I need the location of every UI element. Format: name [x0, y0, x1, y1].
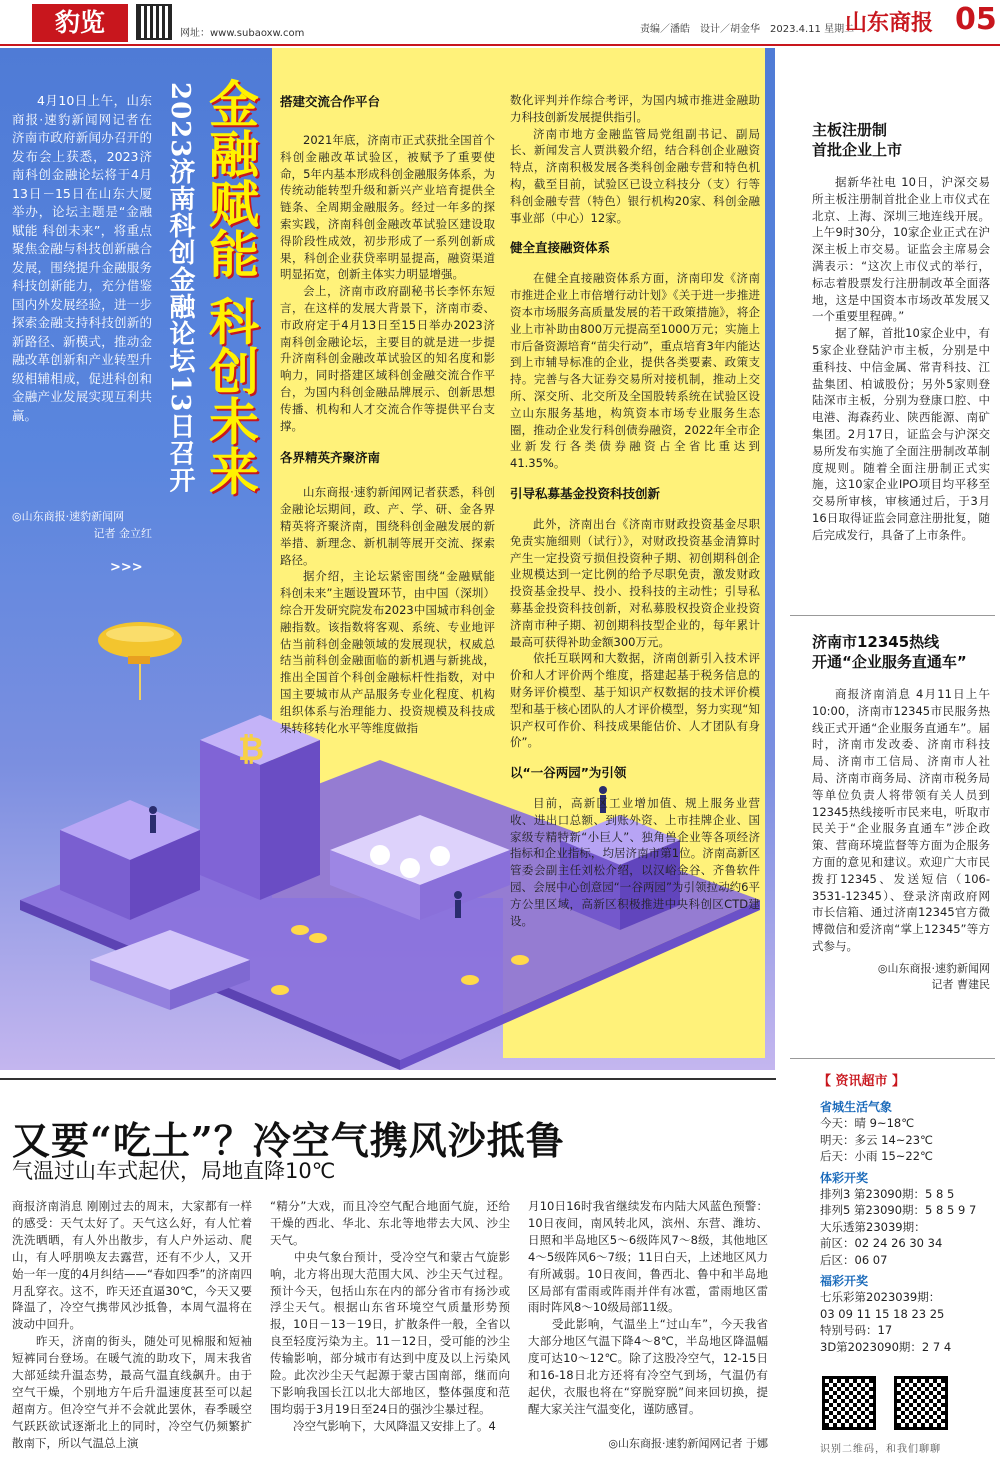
weather-line: 明天：多云 14~23℃ — [820, 1132, 933, 1147]
section-heading: 各界精英齐聚济南 — [280, 450, 381, 466]
story-title: 主板注册制 — [812, 121, 888, 139]
lottery-line: 排列5 第23090期：5 8 5 9 7 — [820, 1203, 977, 1217]
story-credit: ◎山东商报·速豹新闻网 — [877, 961, 990, 975]
site-url[interactable]: 网址：www.subaoxw.com — [180, 28, 305, 39]
divider — [790, 1058, 995, 1059]
lead-credit-reporter: 记者 金立红 — [93, 527, 152, 540]
paragraph: 目前，高新区工业增加值、规上服务业营收、进出口总额、到账外资、上市挂牌企业、国家级专精特新“小巨人”、独角兽企业等各项经济指标和企业指标，均居济南市第1位。济南高新区管委会副主任刘松介绍，以汉峪金谷、齐鲁软件园、会展中心创意园“一谷两园”为引领拉动约6平方公里区域，高新区积极推进中央科创区CTD建设。 — [510, 796, 760, 928]
lottery-line: 03 09 11 15 18 23 25 — [820, 1306, 945, 1321]
lottery-line: 特别号码：17 — [820, 1323, 893, 1337]
lead-credit — [12, 508, 152, 542]
paragraph: 山东商报·速豹新闻网记者获悉，科创金融论坛期间，政、产、学、研、金各界精英将齐聚济南，围绕科创金融发展的新举措、新理念、新机制等展开交流、探索路径。 — [280, 485, 495, 567]
lead-credit-org: ◎山东商报·速豹新闻网 — [12, 510, 125, 523]
lead-intro: 4月10日上午，山东商报·速豹新闻网记者在济南市政府新闻办召开的发布会上获悉，2023济南科创金融论坛将于4月13日－15日在山东大厦举办，论坛主题是“金融赋能 科创未来”，将重点聚焦金融与科技创新融合发展，围绕提升金融服务科技创新能力，充分借鉴国内外发展经验，进一步探索金融支持科技创新的新路径、新模式，推动金融改革创新和产业转型升级相辅相成，促进科创和金融产业发展实现互利共赢。 — [12, 93, 152, 423]
info-box — [820, 1098, 992, 1355]
qr-code-icon — [136, 4, 172, 40]
sports-lottery-title: 体彩开奖 — [820, 1170, 869, 1185]
paragraph: 济南市地方金融监管局党组副书记、副局长、新闻发言人贾洪毅介绍，结合科创企业融资特点，济南积极发展各类科创金融专营和特色机构，截至目前，试验区已设立科技分（支）行等科创金融专营（特色）银行机构20家、科创金融事业部（中心）12家。 — [510, 126, 760, 225]
sidebar-story-ipo — [812, 120, 990, 544]
story-credit: 记者 曹建民 — [931, 977, 990, 991]
paragraph: 2021年底，济南市正式获批全国首个科创金融改革试验区，被赋予了重要使命，5年内基本形成科创金融服务体系，为传统动能转型升级和新兴产业培育提供全链条、全周期金融服务。经过一年多的探索实践，济南科创金融改革试验区建设取得阶段性成效，初步形成了一系列创新成果，科创企业获贷率明显提高，融资渠道明显拓宽，创新主体实力明显增强。 — [280, 133, 495, 282]
section-logo: 豹览 — [32, 4, 128, 42]
lottery-line: 七乐彩第2023039期： — [820, 1290, 941, 1304]
lottery-line: 排列3 第23090期：5 8 5 — [820, 1186, 955, 1201]
paragraph: 数化评判并作综合考评，为国内城市推进金融助力科技创新发展提供指引。 — [510, 93, 760, 124]
weather-line: 后天：小雨 15~22℃ — [820, 1149, 933, 1163]
paragraph: 据了解，首批10家企业中，有5家企业登陆沪市主板，分别是中重科技、中信金属、常青科技、江盐集团、柏诚股份；另外5家则登陆深市主板，分别为登康口腔、中电港、海森药业、陕西能源、南矿集团。2月17日，证监会与沪深交易所发布实施了全面注册制改革制度规则。随着全面注册制正式实施，这10家企业IPO项目均平移至交易所审核，审核通过后，于3月16日取得证监会同意注册批复，随后完成发行，具备了上市条件。 — [812, 326, 990, 542]
weather-line: 今天：晴 9~18℃ — [820, 1116, 915, 1130]
divider — [790, 615, 995, 616]
more-arrows-icon: >>> — [110, 560, 143, 575]
story-column-3: 月10日16时我省继续发布内陆大风蓝色预警：10日夜间，南风转北风，滨州、东营、潍坊、日照和半岛地区5～6级阵风7～8级，其他地区4～5级阵风6～7级；11日白天，上述地区风力有所减弱。10日夜间，鲁西北、鲁中和半岛地区局部有雷雨或阵雨并伴有冰雹，雷雨地区雷雨时阵风8～10级局部11级。 受此影响，气温坐上“过山车”，今天我省大部分地区气温下降4～8℃，半岛地区降温幅度可达10～12℃。除了这股冷空气，12-15日和16-18日北方还将有冷空气到场，气温仍有起伏，衣服也将在“穿脱穿脱”间来回切换，提醒大家关注气温变化，谨防感冒。 — [528, 1199, 768, 1416]
paragraph: 此外，济南出台《济南市财政投资基金尽职免责实施细则（试行）》，对财政投资基金清算时产生一定投资亏损但投资种子期、初创期科创企业规模达到一定比例的给予尽职免责，激发财政投资基金投早、投小、投科技的主动性；引导私募基金投资科技创新，对私募股权投资企业投资济南市种子期、初创期科技型企业的，每年累计最高可获得补助金额300万元。 — [510, 516, 760, 649]
lottery-line: 大乐透第23039期： — [820, 1219, 926, 1234]
lead-column-2 — [510, 92, 760, 929]
qr-caption: 识别二维码，和我们聊聊 — [820, 1444, 941, 1455]
section-heading: 健全直接融资体系 — [510, 240, 611, 256]
story-credit: ◎山东商报·速豹新闻网记者 于娜 — [608, 1437, 768, 1450]
paragraph: 据介绍，主论坛紧密围绕“金融赋能 科创未来”主题设置环节，由中国（深圳）综合开发研究院发布2023中国城市科创金融指数。该指数将客观、系统、专业地评估当前科创金融领域的发展现状，权威总结当前科创金融面临的新机遇与新挑战，推出全国首个科创金融标杆性指数，对中国主要城市从产品服务专业化程度、机构组织体系与治理能力、投资规模及科技成果转移转化水平等维度做指 — [280, 569, 495, 735]
story-headline: 又要“吃土”？冷空气携风沙抵鲁 — [12, 1118, 565, 1163]
divider — [0, 1078, 776, 1080]
lead-title: 金融赋能 科创未来 — [201, 78, 260, 496]
paper-name: 山东商报 — [845, 10, 934, 36]
story-title: 首批企业上市 — [812, 141, 903, 159]
qr-code-icon[interactable] — [894, 1376, 948, 1430]
lottery-line: 前区：02 24 26 30 34 — [820, 1236, 943, 1250]
story-column-1: 商报济南消息 刚刚过去的周末，大家都有一样的感受：天气太好了。天气这么好，有人忙着洗洗晒晒，有人外出散步，有人户外运动、爬山，有人呼朋唤友去露营，还有不少人，又开始一年一度的4月纠结——“春如四季”的济南四月乱穿衣。这不，昨天还直逼30℃，今天又要降温了，冷空气携带风沙抵鲁，本周气温将在波动中回升。 昨天，济南的街头，随处可见棉服和短袖短裤同台登场。在暖气流的助攻下，周末我省大部延续升温态势，最高气温直线飙升。由于空气干燥，个别地方午后升温速度甚至可以起超南方。但冷空气并不会就此罢休，春季暖空气跃跃欲试逐渐北上的同时，冷空气仍频繁扩散南下，所以气温总上演 — [12, 1199, 252, 1450]
info-box-title: 【 资讯超市 】 — [818, 1074, 906, 1089]
paragraph: 商报济南消息 4月11日上午10:00，济南市12345市民服务热线正式开通“企业服务直通车”。届时，济南市发改委、济南市科技局、济南市工信局、济南市人社局、济南市商务局、济南市税务局等单位负责人将带领有关人员到12345热线接听市民来电，听取市民关于“企业服务直通车”涉企政策、营商环境监督等方面为企服务方面的意见和建议。欢迎广大市民拨打12345、发送短信（106-3531-12345）、登录济南政府网市长信箱、通过济南12345官方微博微信和爱济南“掌上12345”等方式参与。 — [812, 687, 990, 953]
page-meta: 责编／潘皓 设计／胡金华 2023.4.11 星期二 — [640, 24, 855, 35]
sidebar-story-hotline — [812, 632, 990, 993]
story-column-2: “精分”大戏，而且冷空气配合地面气旋，还给干燥的西北、华北、东北等地带去大风、沙尘天气。 中央气象台预计，受冷空气和蒙古气旋影响，北方将出现大范围大风、沙尘天气过程。预计今天，包括山东在内的部分省市有扬沙或浮尘天气。根据山东省环境空气质量形势预报，10日－13－19日，扩散条件一般，全省以良至轻度污染为主。11－12日，受可能的沙尘传输影响，部分城市有达到中度及以上污染风险。此次沙尘天气起源于蒙古国南部，继而向下影响我国长江以北大部地区，整体强度和范围均弱于3月19日至24日的强沙尘暴过程。 冷空气影响下，大风降温又安排上了。4 — [270, 1199, 510, 1433]
paragraph: 据新华社电 10日，沪深交易所主板注册制首批企业上市仪式在北京、上海、深圳三地连线开展。上午9时30分，10家企业正式在沪深主板上市交易。证监会主席易会满表示：“这次上市仪式的举行，标志着股票发行注册制改革全面落地，这是中国资本市场改革发展又一个重要里程碑。” — [812, 175, 990, 324]
page-number: 05 — [955, 2, 997, 37]
weather-title: 省城生活气象 — [820, 1100, 893, 1114]
svg-text:₿: ₿ — [238, 730, 265, 768]
lead-column-1 — [280, 92, 495, 736]
section-heading: 以“一谷两园”为引领 — [510, 765, 627, 781]
qr-code-icon[interactable] — [822, 1376, 876, 1430]
section-heading: 引导私募基金投资科技创新 — [510, 485, 661, 501]
welfare-lottery-title: 福彩开奖 — [820, 1274, 869, 1288]
section-heading: 搭建交流合作平台 — [280, 94, 381, 109]
lottery-line: 后区：06 07 — [820, 1252, 888, 1267]
lottery-line: 3D第2023090期：2 7 4 — [820, 1339, 952, 1354]
paragraph: 在健全直接融资体系方面，济南印发《济南市推进企业上市倍增行动计划》《关于进一步推进资本市场服务高质量发展的若干政策措施》，将企业上市补助由800万元提高至1000万元；实施上市后备资源培育“苗尖行动”，重点培育3年内能达到上市辅导标准的企业，提供各类要素、政策支持。完善与各大证券交易所对接机制，推动上交所、深交所、北交所及全国股转系统在试验区设立山东服务基地，构筑资本市场专业服务生态圈，推动企业发行科创债券融资，2022年全市企业新发行各类债券融资占全省比重达到41.35%。 — [510, 271, 760, 471]
blimp-icon — [98, 622, 182, 700]
story-title: 开通“企业服务直通车” — [812, 653, 967, 671]
lead-subtitle: 2023济南科创金融论坛13日召开 — [165, 82, 195, 494]
paragraph: 依托互联网和大数据，济南创新引入技术评价和人才评价两个维度，搭建起基于税务信息的财务评价模型、基于知识产权数据的技术评价模型和基于核心团队的人才评价模型，努力实现“知识产权可作价、科技成果能估价、人才团队有身价”。 — [510, 651, 760, 750]
story-subheadline: 气温过山车式起伏，局地直降10℃ — [12, 1159, 336, 1183]
paragraph: 会上，济南市政府副秘书长李怀东短言，在这样的发展大背景下，济南市委、市政府定于4月13日至15日举办2023济南科创金融论坛，主要目的就是进一步提升济南科创金融改革试验区的知名度和影响力，同时搭建区域科创金融交流合作平台，为国内科创金融品牌展示、创新思想传播、机构和人才交流合作等提供平台支撑。 — [280, 284, 495, 433]
story-title: 济南市12345热线 — [812, 633, 940, 651]
